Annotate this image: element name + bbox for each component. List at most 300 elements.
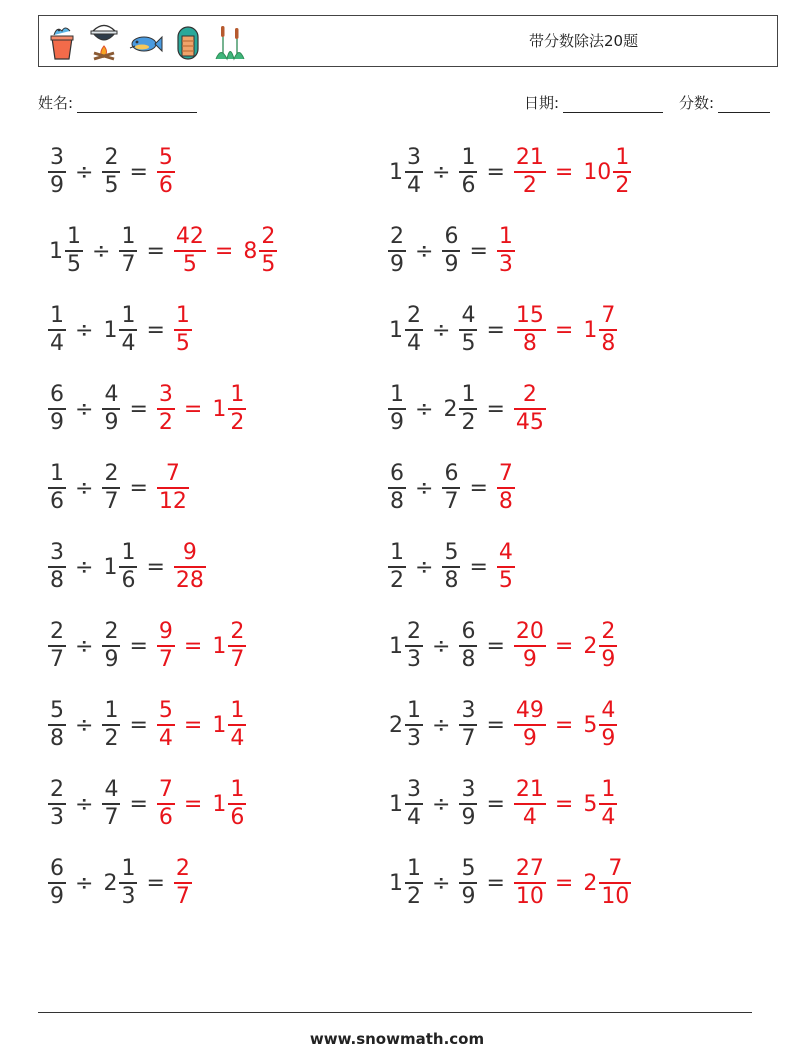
- fraction: [459, 384, 477, 434]
- answer: [494, 226, 518, 276]
- footer-divider: [38, 1012, 752, 1013]
- dividend: [45, 305, 69, 355]
- divisor: [99, 305, 140, 355]
- equals-sign: =: [129, 633, 148, 659]
- denominator: 2: [522, 172, 537, 198]
- denominator: 2: [390, 567, 404, 593]
- problem-row: [385, 535, 518, 599]
- problem-row: [385, 377, 549, 441]
- fraction: [405, 858, 423, 908]
- fraction: [405, 621, 423, 671]
- answer: [511, 858, 634, 908]
- fraction: [48, 858, 66, 908]
- dividend: [385, 621, 426, 671]
- denominator: 8: [601, 330, 616, 356]
- divisor: [99, 700, 123, 750]
- problem-row: [45, 851, 195, 915]
- whole-number: 2: [443, 396, 458, 422]
- whole-number: 1: [49, 238, 63, 264]
- whole-number: 2: [389, 712, 403, 738]
- denominator: 9: [461, 883, 476, 909]
- equals-sign: =: [129, 791, 148, 817]
- name-label: 姓名:: [38, 94, 74, 112]
- fraction: [599, 779, 617, 829]
- fraction: [388, 463, 406, 513]
- whole-number: 1: [212, 712, 227, 738]
- divide-sign: ÷: [75, 870, 94, 896]
- divide-sign: ÷: [415, 238, 434, 264]
- fraction: [442, 463, 460, 513]
- numerator: 4: [104, 382, 119, 408]
- answer-improper: [494, 226, 518, 276]
- equals-sign: =: [146, 317, 165, 343]
- dividend: [45, 147, 69, 197]
- answer: [171, 226, 280, 276]
- divisor: [99, 542, 140, 592]
- denominator: 4: [407, 330, 421, 356]
- equals-sign: =: [183, 633, 203, 659]
- whole-number: 2: [103, 870, 118, 896]
- numerator: 5: [444, 540, 459, 566]
- equals-sign: =: [469, 238, 488, 264]
- fraction: [228, 779, 246, 829]
- fraction: [514, 621, 546, 671]
- divisor: [439, 384, 480, 434]
- answer-improper: [171, 305, 195, 355]
- fraction: [259, 226, 277, 276]
- numerator: 4: [601, 698, 616, 724]
- whole-number: 1: [103, 317, 118, 343]
- divide-sign: ÷: [75, 791, 94, 817]
- divide-sign: ÷: [75, 159, 94, 185]
- denominator: 8: [522, 330, 537, 356]
- numerator: 1: [498, 224, 513, 250]
- denominator: 10: [515, 883, 544, 909]
- header-box: [38, 15, 778, 67]
- dividend: [385, 542, 409, 592]
- dividend: [45, 858, 69, 908]
- numerator: 1: [461, 145, 476, 171]
- problem-row: [45, 298, 195, 362]
- answer: [154, 384, 249, 434]
- denominator: 2: [461, 409, 476, 435]
- fraction: [157, 621, 175, 671]
- score-label: 分数:: [679, 94, 715, 112]
- numerator: 3: [50, 540, 64, 566]
- denominator: 6: [158, 804, 173, 830]
- whole-number: 1: [212, 396, 227, 422]
- fraction: [157, 779, 175, 829]
- answer-improper: [511, 858, 549, 908]
- denominator: 10: [601, 883, 630, 909]
- denominator: 7: [461, 725, 476, 751]
- numerator: 5: [158, 698, 173, 724]
- dividend: [45, 779, 69, 829]
- problem-row: [45, 140, 178, 204]
- answer-mixed: [579, 779, 620, 829]
- denominator: 8: [50, 567, 64, 593]
- fraction: [613, 147, 631, 197]
- numerator: 2: [50, 619, 64, 645]
- fraction: [119, 305, 137, 355]
- divisor: [99, 384, 123, 434]
- cattail-reeds-icon: [213, 22, 247, 62]
- equals-sign: =: [554, 712, 574, 738]
- divide-sign: ÷: [432, 870, 451, 896]
- numerator: 9: [158, 619, 173, 645]
- answer: [154, 463, 192, 513]
- fraction: [599, 858, 631, 908]
- denominator: 4: [158, 725, 173, 751]
- numerator: 2: [50, 777, 64, 803]
- fraction: [514, 858, 546, 908]
- answer-improper: [511, 700, 549, 750]
- numerator: 2: [104, 145, 119, 171]
- denominator: 2: [158, 409, 173, 435]
- denominator: 4: [601, 804, 616, 830]
- answer-improper: [511, 621, 549, 671]
- fraction: [228, 384, 246, 434]
- numerator: 1: [67, 224, 81, 250]
- equals-sign: =: [214, 238, 234, 264]
- answer: [494, 542, 518, 592]
- date-blank-line: [563, 98, 663, 113]
- fraction: [405, 305, 423, 355]
- answer-mixed: [579, 305, 620, 355]
- fraction: [459, 147, 477, 197]
- numerator: 2: [175, 856, 190, 882]
- equals-sign: =: [146, 870, 165, 896]
- denominator: 9: [104, 646, 119, 672]
- denominator: 7: [50, 646, 64, 672]
- denominator: 7: [230, 646, 245, 672]
- dividend: [385, 305, 426, 355]
- answer-improper: [154, 779, 178, 829]
- divide-sign: ÷: [432, 712, 451, 738]
- fraction: [48, 384, 66, 434]
- header-icons: [45, 20, 247, 64]
- answer: [511, 779, 620, 829]
- equals-sign: =: [146, 238, 165, 264]
- campfire-pot-icon: [87, 22, 121, 62]
- answer: [511, 147, 634, 197]
- denominator: 2: [615, 172, 630, 198]
- equals-sign: =: [146, 554, 165, 580]
- answer: [154, 621, 249, 671]
- answer-improper: [511, 147, 549, 197]
- answer: [511, 621, 620, 671]
- answer-improper: [171, 542, 209, 592]
- whole-number: 1: [212, 633, 227, 659]
- whole-number: 2: [583, 870, 598, 896]
- numerator: 21: [515, 777, 544, 803]
- numerator: 1: [407, 856, 421, 882]
- numerator: 1: [615, 145, 630, 171]
- fraction: [157, 147, 175, 197]
- fraction: [174, 542, 206, 592]
- numerator: 3: [407, 777, 421, 803]
- numerator: 4: [104, 777, 119, 803]
- problem-row: [385, 614, 620, 678]
- numerator: 4: [498, 540, 513, 566]
- answer-mixed: [208, 621, 249, 671]
- fraction: [102, 463, 120, 513]
- denominator: 7: [175, 883, 190, 909]
- divide-sign: ÷: [92, 238, 111, 264]
- numerator: 1: [601, 777, 616, 803]
- dividend: [385, 384, 409, 434]
- answer: [511, 700, 620, 750]
- fraction: [514, 305, 546, 355]
- denominator: 3: [121, 883, 136, 909]
- denominator: 5: [261, 251, 276, 277]
- answer: [154, 147, 178, 197]
- problem-row: [385, 298, 620, 362]
- answer-mixed: [579, 147, 634, 197]
- answer-improper: [494, 542, 518, 592]
- denominator: 45: [515, 409, 544, 435]
- numerator: 2: [104, 461, 119, 487]
- whole-number: 1: [583, 317, 598, 343]
- equals-sign: =: [486, 396, 505, 422]
- denominator: 4: [522, 804, 537, 830]
- denominator: 6: [121, 567, 136, 593]
- bucket-icon: [45, 22, 79, 62]
- denominator: 7: [104, 488, 119, 514]
- divisor: [116, 226, 140, 276]
- denominator: 6: [50, 488, 64, 514]
- numerator: 6: [50, 856, 64, 882]
- fraction: [102, 700, 120, 750]
- fraction: [599, 305, 617, 355]
- numerator: 5: [50, 698, 64, 724]
- equals-sign: =: [486, 870, 505, 896]
- score-blank-line: [718, 98, 770, 113]
- numerator: 6: [444, 224, 459, 250]
- denominator: 9: [461, 804, 476, 830]
- problem-row: [45, 377, 249, 441]
- answer: [154, 700, 249, 750]
- numerator: 5: [158, 145, 173, 171]
- answer-improper: [154, 463, 192, 513]
- divisor: [99, 858, 140, 908]
- numerator: 7: [601, 303, 616, 329]
- divide-sign: ÷: [415, 554, 434, 580]
- fraction: [388, 226, 406, 276]
- answer-improper: [154, 384, 178, 434]
- denominator: 9: [522, 725, 537, 751]
- denominator: 5: [182, 251, 197, 277]
- whole-number: 1: [389, 159, 403, 185]
- fraction: [157, 700, 175, 750]
- numerator: 1: [121, 540, 136, 566]
- fraction: [119, 542, 137, 592]
- denominator: 5: [175, 330, 190, 356]
- denominator: 3: [407, 725, 421, 751]
- numerator: 2: [390, 224, 404, 250]
- answer-improper: [171, 226, 209, 276]
- denominator: 9: [390, 251, 404, 277]
- equals-sign: =: [554, 633, 574, 659]
- numerator: 1: [390, 540, 404, 566]
- answer: [511, 305, 620, 355]
- numerator: 4: [461, 303, 476, 329]
- fraction: [174, 226, 206, 276]
- fraction: [459, 621, 477, 671]
- equals-sign: =: [486, 791, 505, 817]
- answer: [171, 858, 195, 908]
- fraction: [48, 621, 66, 671]
- denominator: 4: [50, 330, 64, 356]
- fraction: [228, 621, 246, 671]
- divisor: [439, 542, 463, 592]
- answer-improper: [511, 384, 549, 434]
- dividend: [45, 700, 69, 750]
- fraction: [514, 384, 546, 434]
- divide-sign: ÷: [432, 633, 451, 659]
- denominator: 8: [461, 646, 476, 672]
- numerator: 1: [175, 303, 190, 329]
- fraction: [405, 147, 423, 197]
- answer-mixed: [579, 700, 620, 750]
- numerator: 1: [230, 777, 245, 803]
- problem-row: [45, 456, 192, 520]
- problem-row: [45, 772, 249, 836]
- numerator: 3: [407, 145, 421, 171]
- denominator: 2: [230, 409, 245, 435]
- numerator: 6: [390, 461, 404, 487]
- equals-sign: =: [183, 396, 203, 422]
- equals-sign: =: [469, 475, 488, 501]
- numerator: 7: [498, 461, 513, 487]
- problem-row: [385, 140, 634, 204]
- numerator: 3: [50, 145, 64, 171]
- denominator: 3: [498, 251, 513, 277]
- denominator: 5: [461, 330, 476, 356]
- fish-icon: [129, 22, 163, 62]
- denominator: 6: [158, 172, 173, 198]
- dividend: [385, 463, 409, 513]
- problem-row: [45, 219, 280, 283]
- numerator: 2: [601, 619, 616, 645]
- problem-row: [45, 614, 249, 678]
- divisor: [439, 463, 463, 513]
- answer: [154, 779, 249, 829]
- numerator: 49: [515, 698, 544, 724]
- whole-number: 5: [583, 791, 598, 817]
- fraction: [388, 542, 406, 592]
- problem-row: [385, 456, 518, 520]
- divisor: [456, 147, 480, 197]
- whole-number: 1: [212, 791, 227, 817]
- numerator: 42: [175, 224, 204, 250]
- numerator: 1: [407, 698, 421, 724]
- dividend: [385, 779, 426, 829]
- denominator: 4: [230, 725, 245, 751]
- divide-sign: ÷: [415, 396, 434, 422]
- fraction: [228, 700, 246, 750]
- fraction: [174, 305, 192, 355]
- answer: [171, 305, 195, 355]
- answer-mixed: [208, 700, 249, 750]
- whole-number: 10: [583, 159, 612, 185]
- divide-sign: ÷: [75, 396, 94, 422]
- denominator: 28: [175, 567, 204, 593]
- fraction: [157, 384, 175, 434]
- fraction: [157, 463, 189, 513]
- divisor: [99, 147, 123, 197]
- divide-sign: ÷: [75, 475, 94, 501]
- equals-sign: =: [554, 317, 574, 343]
- problem-row: [385, 693, 620, 757]
- denominator: 2: [407, 883, 421, 909]
- equals-sign: =: [129, 159, 148, 185]
- numerator: 3: [461, 777, 476, 803]
- answer-mixed: [208, 779, 249, 829]
- problem-row: [385, 772, 620, 836]
- fraction: [48, 463, 66, 513]
- whole-number: 2: [583, 633, 598, 659]
- numerator: 2: [261, 224, 276, 250]
- fraction: [102, 621, 120, 671]
- answer-mixed: [239, 226, 280, 276]
- denominator: 4: [121, 330, 136, 356]
- equals-sign: =: [183, 791, 203, 817]
- numerator: 7: [165, 461, 180, 487]
- footer-url: www.snowmath.com: [309, 1030, 485, 1048]
- numerator: 2: [407, 619, 421, 645]
- denominator: 9: [522, 646, 537, 672]
- numerator: 2: [407, 303, 421, 329]
- fraction: [497, 226, 515, 276]
- denominator: 8: [390, 488, 404, 514]
- divide-sign: ÷: [432, 159, 451, 185]
- divide-sign: ÷: [432, 317, 451, 343]
- denominator: 6: [461, 172, 476, 198]
- numerator: 7: [158, 777, 173, 803]
- numerator: 2: [230, 619, 245, 645]
- denominator: 8: [498, 488, 513, 514]
- numerator: 1: [50, 461, 64, 487]
- fraction: [119, 226, 137, 276]
- equals-sign: =: [486, 633, 505, 659]
- divisor: [456, 621, 480, 671]
- date-field: [524, 92, 663, 113]
- equals-sign: =: [554, 870, 574, 896]
- fraction: [514, 147, 546, 197]
- answer-improper: [154, 147, 178, 197]
- fraction: [405, 779, 423, 829]
- dividend: [385, 700, 426, 750]
- divisor: [456, 305, 480, 355]
- numerator: 2: [104, 619, 119, 645]
- whole-number: 1: [389, 317, 403, 343]
- denominator: 9: [601, 646, 616, 672]
- fraction: [119, 858, 137, 908]
- numerator: 3: [158, 382, 173, 408]
- equals-sign: =: [183, 712, 203, 738]
- dividend: [45, 384, 69, 434]
- fraction: [48, 147, 66, 197]
- denominator: 2: [104, 725, 119, 751]
- problem-row: [385, 219, 518, 283]
- answer: [511, 384, 549, 434]
- divide-sign: ÷: [75, 554, 94, 580]
- numerator: 1: [50, 303, 64, 329]
- numerator: 21: [515, 145, 544, 171]
- numerator: 27: [515, 856, 544, 882]
- date-label: 日期:: [524, 94, 560, 112]
